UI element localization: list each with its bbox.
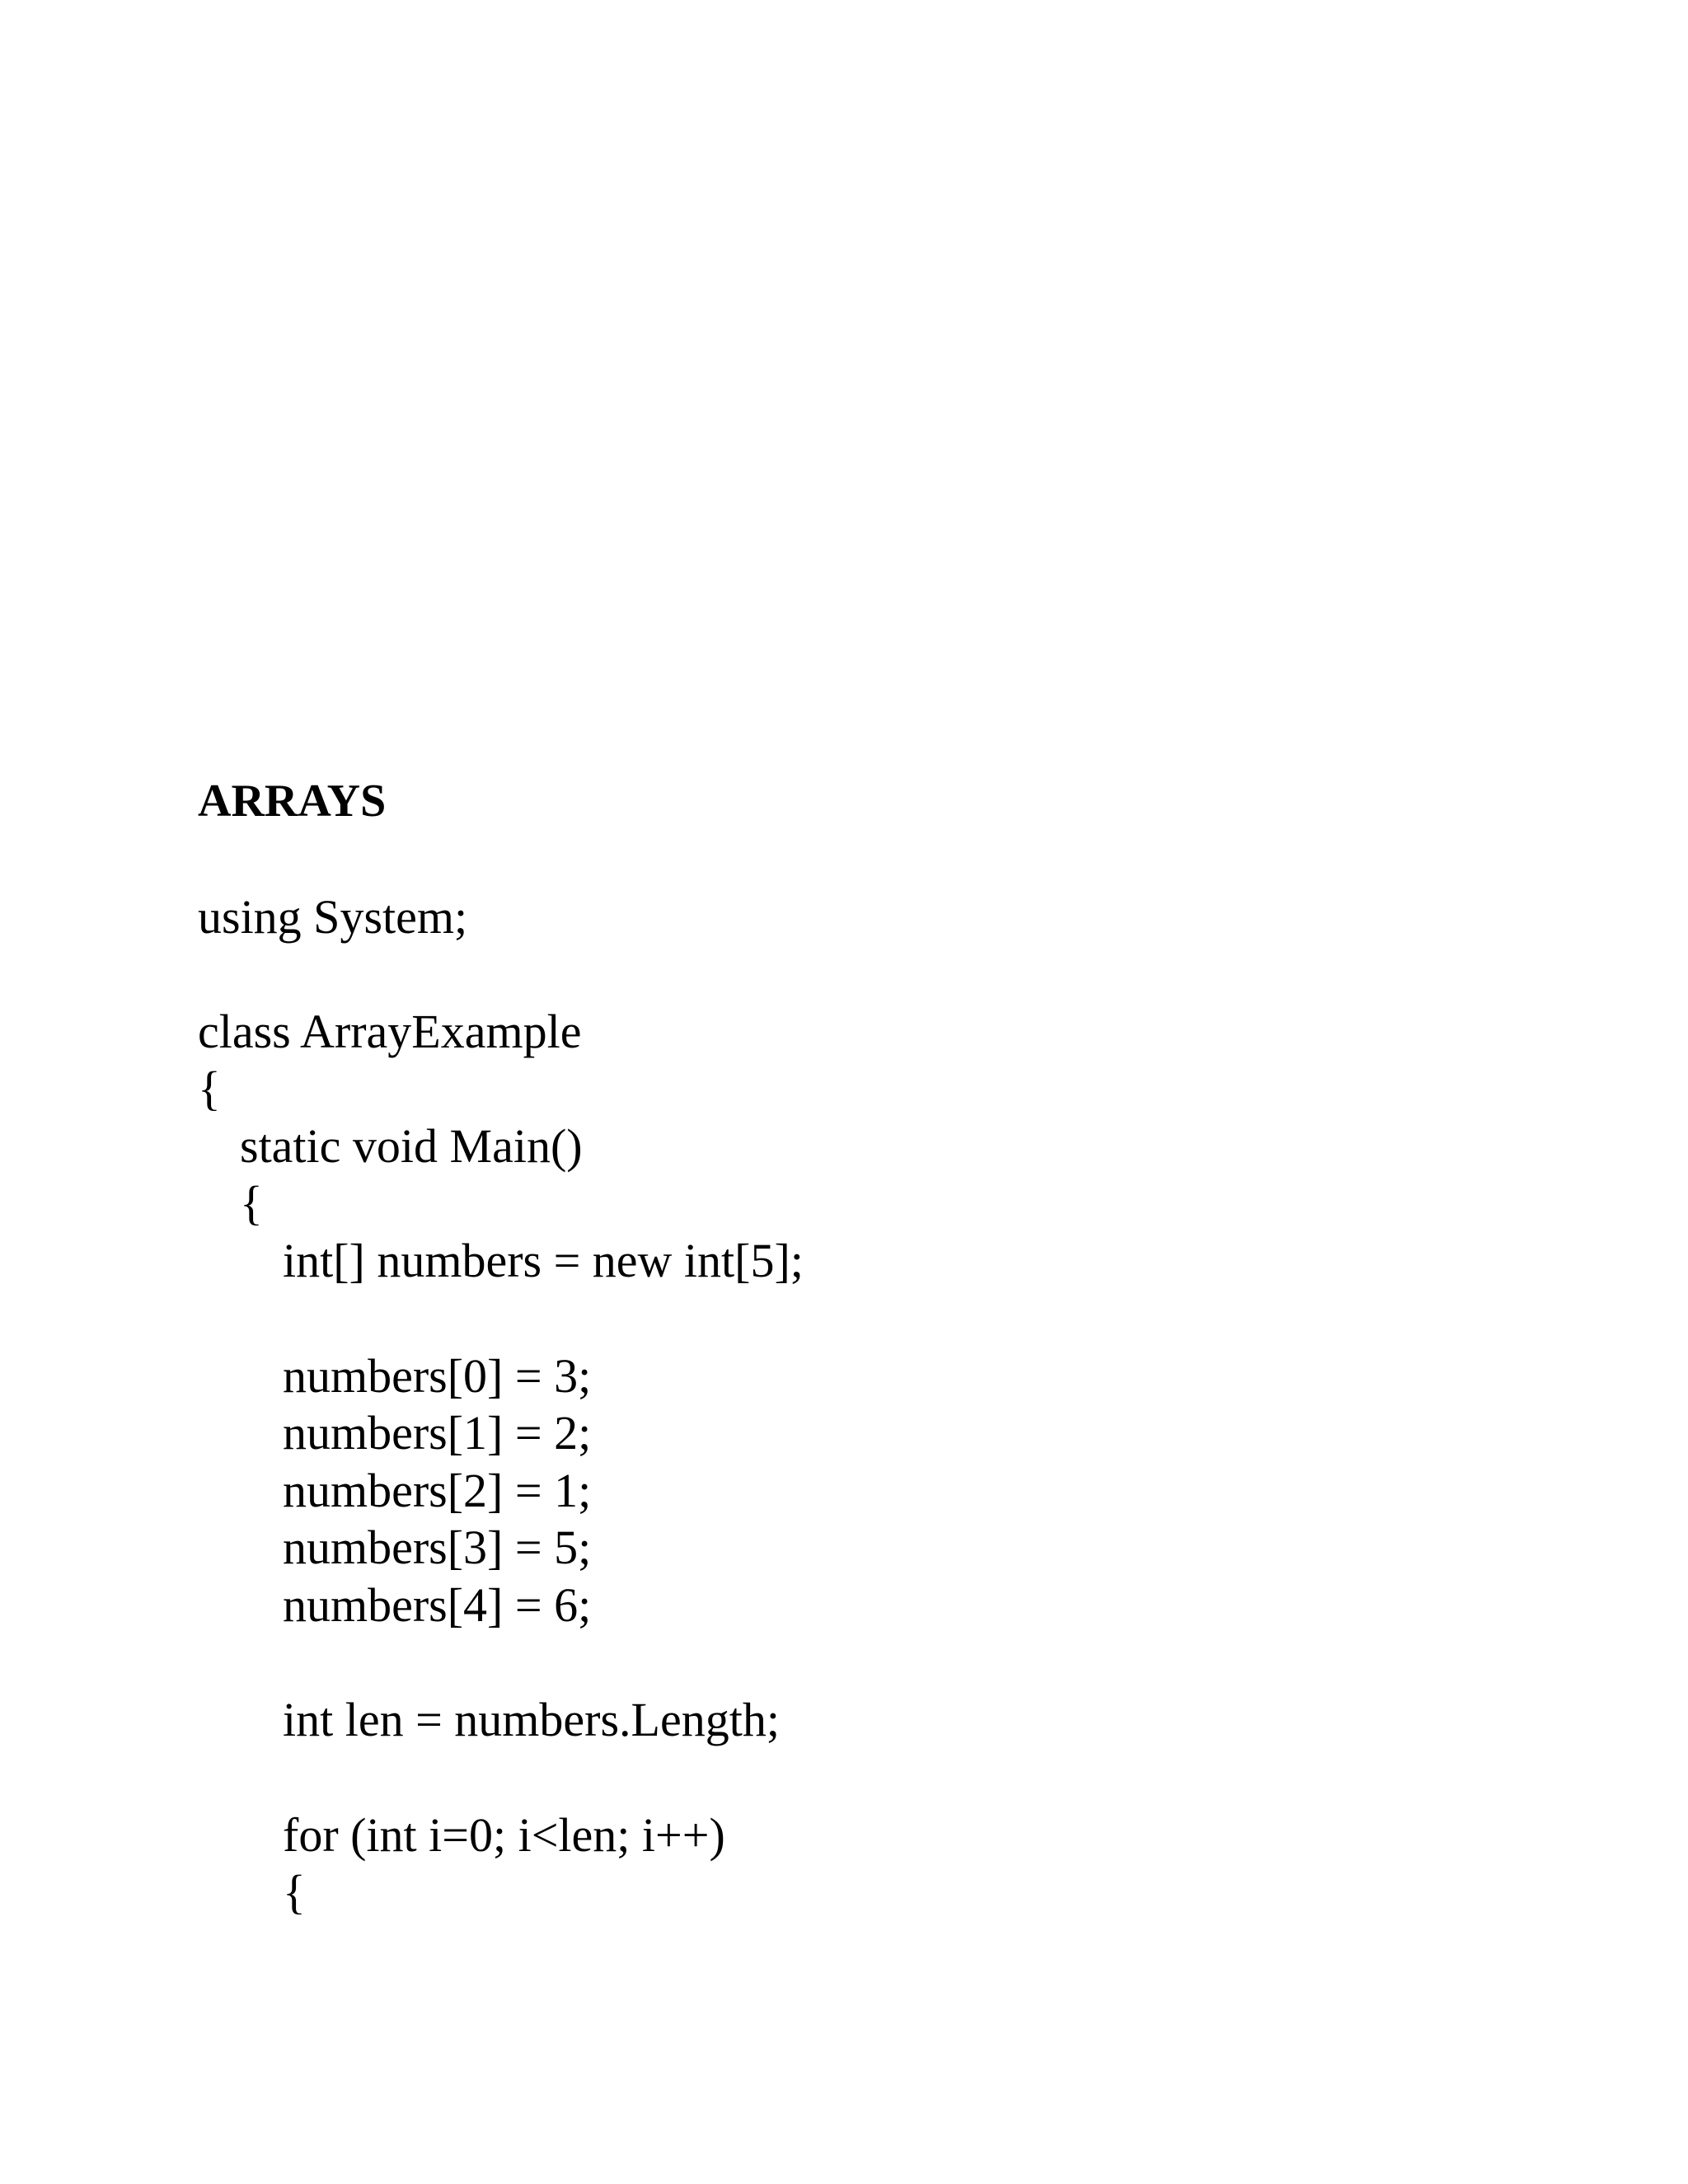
code-line-assign-4: numbers[4] = 6; (283, 1578, 592, 1632)
code-line-assign-1: numbers[1] = 2; (283, 1406, 592, 1460)
code-line-assign-3: numbers[3] = 5; (283, 1521, 592, 1574)
code-line-assign-2: numbers[2] = 1; (283, 1464, 592, 1517)
code-line-method-open-brace: { (240, 1176, 263, 1230)
code-line-for-stmt: for (int i=0; i<len; i++) (283, 1808, 725, 1862)
code-line-array-decl: int[] numbers = new int[5]; (283, 1234, 804, 1287)
code-line-assign-0: numbers[0] = 3; (283, 1349, 592, 1403)
code-line-class-open-brace: { (198, 1062, 221, 1115)
code-line-for-open-brace: { (283, 1865, 306, 1919)
code-line-len-decl: int len = numbers.Length; (283, 1693, 780, 1746)
page-heading: ARRAYS (198, 776, 387, 827)
code-line-method-decl: static void Main() (240, 1119, 583, 1173)
code-line-class-decl: class ArrayExample (198, 1005, 582, 1058)
code-line-using: using System; (198, 890, 468, 944)
